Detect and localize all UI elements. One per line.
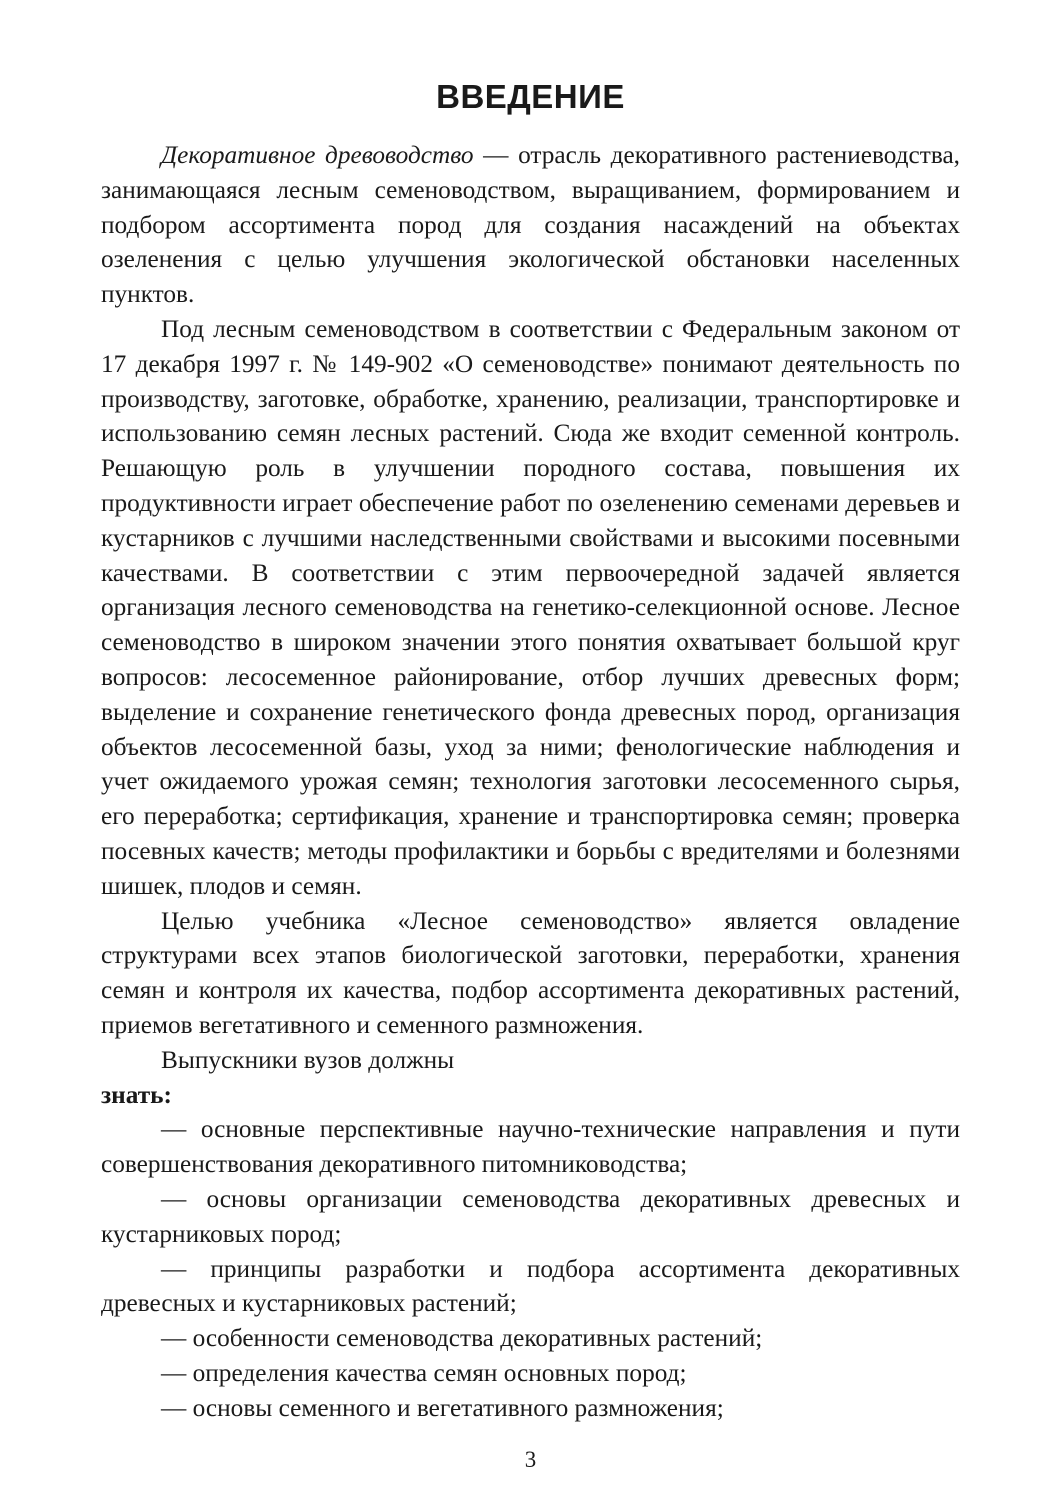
page-title: ВВЕДЕНИЕ xyxy=(436,78,625,115)
list-item: — принципы разработки и подбора ассортимента декоративных древесных и кустарниковых растений; xyxy=(101,1254,960,1318)
graduates-paragraph: Выпускники вузов должны xyxy=(161,1045,455,1074)
know-label: знать: xyxy=(101,1080,172,1109)
list-item: — определения качества семян основных пород; xyxy=(161,1358,687,1387)
page-number: 3 xyxy=(524,1447,537,1472)
list-item: — основы семенного и вегетативного размножения; xyxy=(161,1393,724,1422)
list-item: — основы организации семеноводства декоративных древесных и кустарниковых пород; xyxy=(101,1184,960,1248)
list-item: — особенности семеноводства декоративных растений; xyxy=(161,1324,763,1353)
defined-term: Декоративное древоводство xyxy=(161,141,474,169)
document-body xyxy=(101,138,960,1425)
seed-production-paragraph: Под лесным семеноводством в соответствии с Федеральным законом от 17 декабря 1997 г. № 149-902 «О семеноводстве» понимают деятельность по производству, заготовке, обработке, хранению, реализации, транспортировке и использованию семян лесных растений. Сюда же входит семенной контроль. Решающую роль в улучшении породного состава, повышения их продуктивности играет обеспечение работ по озеленению семенами деревьев и кустарников с лучшими наследственными свойствами и высокими посевными качествами. В соответствии с этим первоочередной задачей является организация лесного семеноводства на генетико-селекционной основе. Лесное семеноводство в широком значении этого понятия охватывает большой круг вопросов: лесосеменное районирование, отбор лучших древесных форм; выделение и сохранение генетического фонда древесных пород, организация объектов лесосеменной базы, уход за ними; фенологические наблюдения и учет ожидаемого урожая семян; технология заготовки лесосеменного сырья, его переработка; сертификация, хранение и транспортировка семян; проверка посевных качеств; методы профилактики и борьбы с вредителями и болезнями шишек, плодов и семян. xyxy=(101,314,960,900)
list-item: — основные перспективные научно-технические направления и пути совершенствования декоративного питомниководства; xyxy=(101,1115,960,1179)
textbook-goal-paragraph: Целью учебника «Лесное семеноводство» является овладение структурами всех этапов биологической заготовки, переработки, хранения семян и контроля их качества, подбор ассортимента декоративных растений, приемов вегетативного и семенного размножения. xyxy=(101,906,960,1039)
intro-paragraph xyxy=(101,138,960,312)
intro-text: — отрасль декоративного растениеводства, занимающаяся лесным семеноводством, выращиванием, формированием и подбором ассортимента пород для создания насаждений на объектах озеленения с целью улучшения экологической обстановки населенных пунктов. xyxy=(101,141,960,309)
